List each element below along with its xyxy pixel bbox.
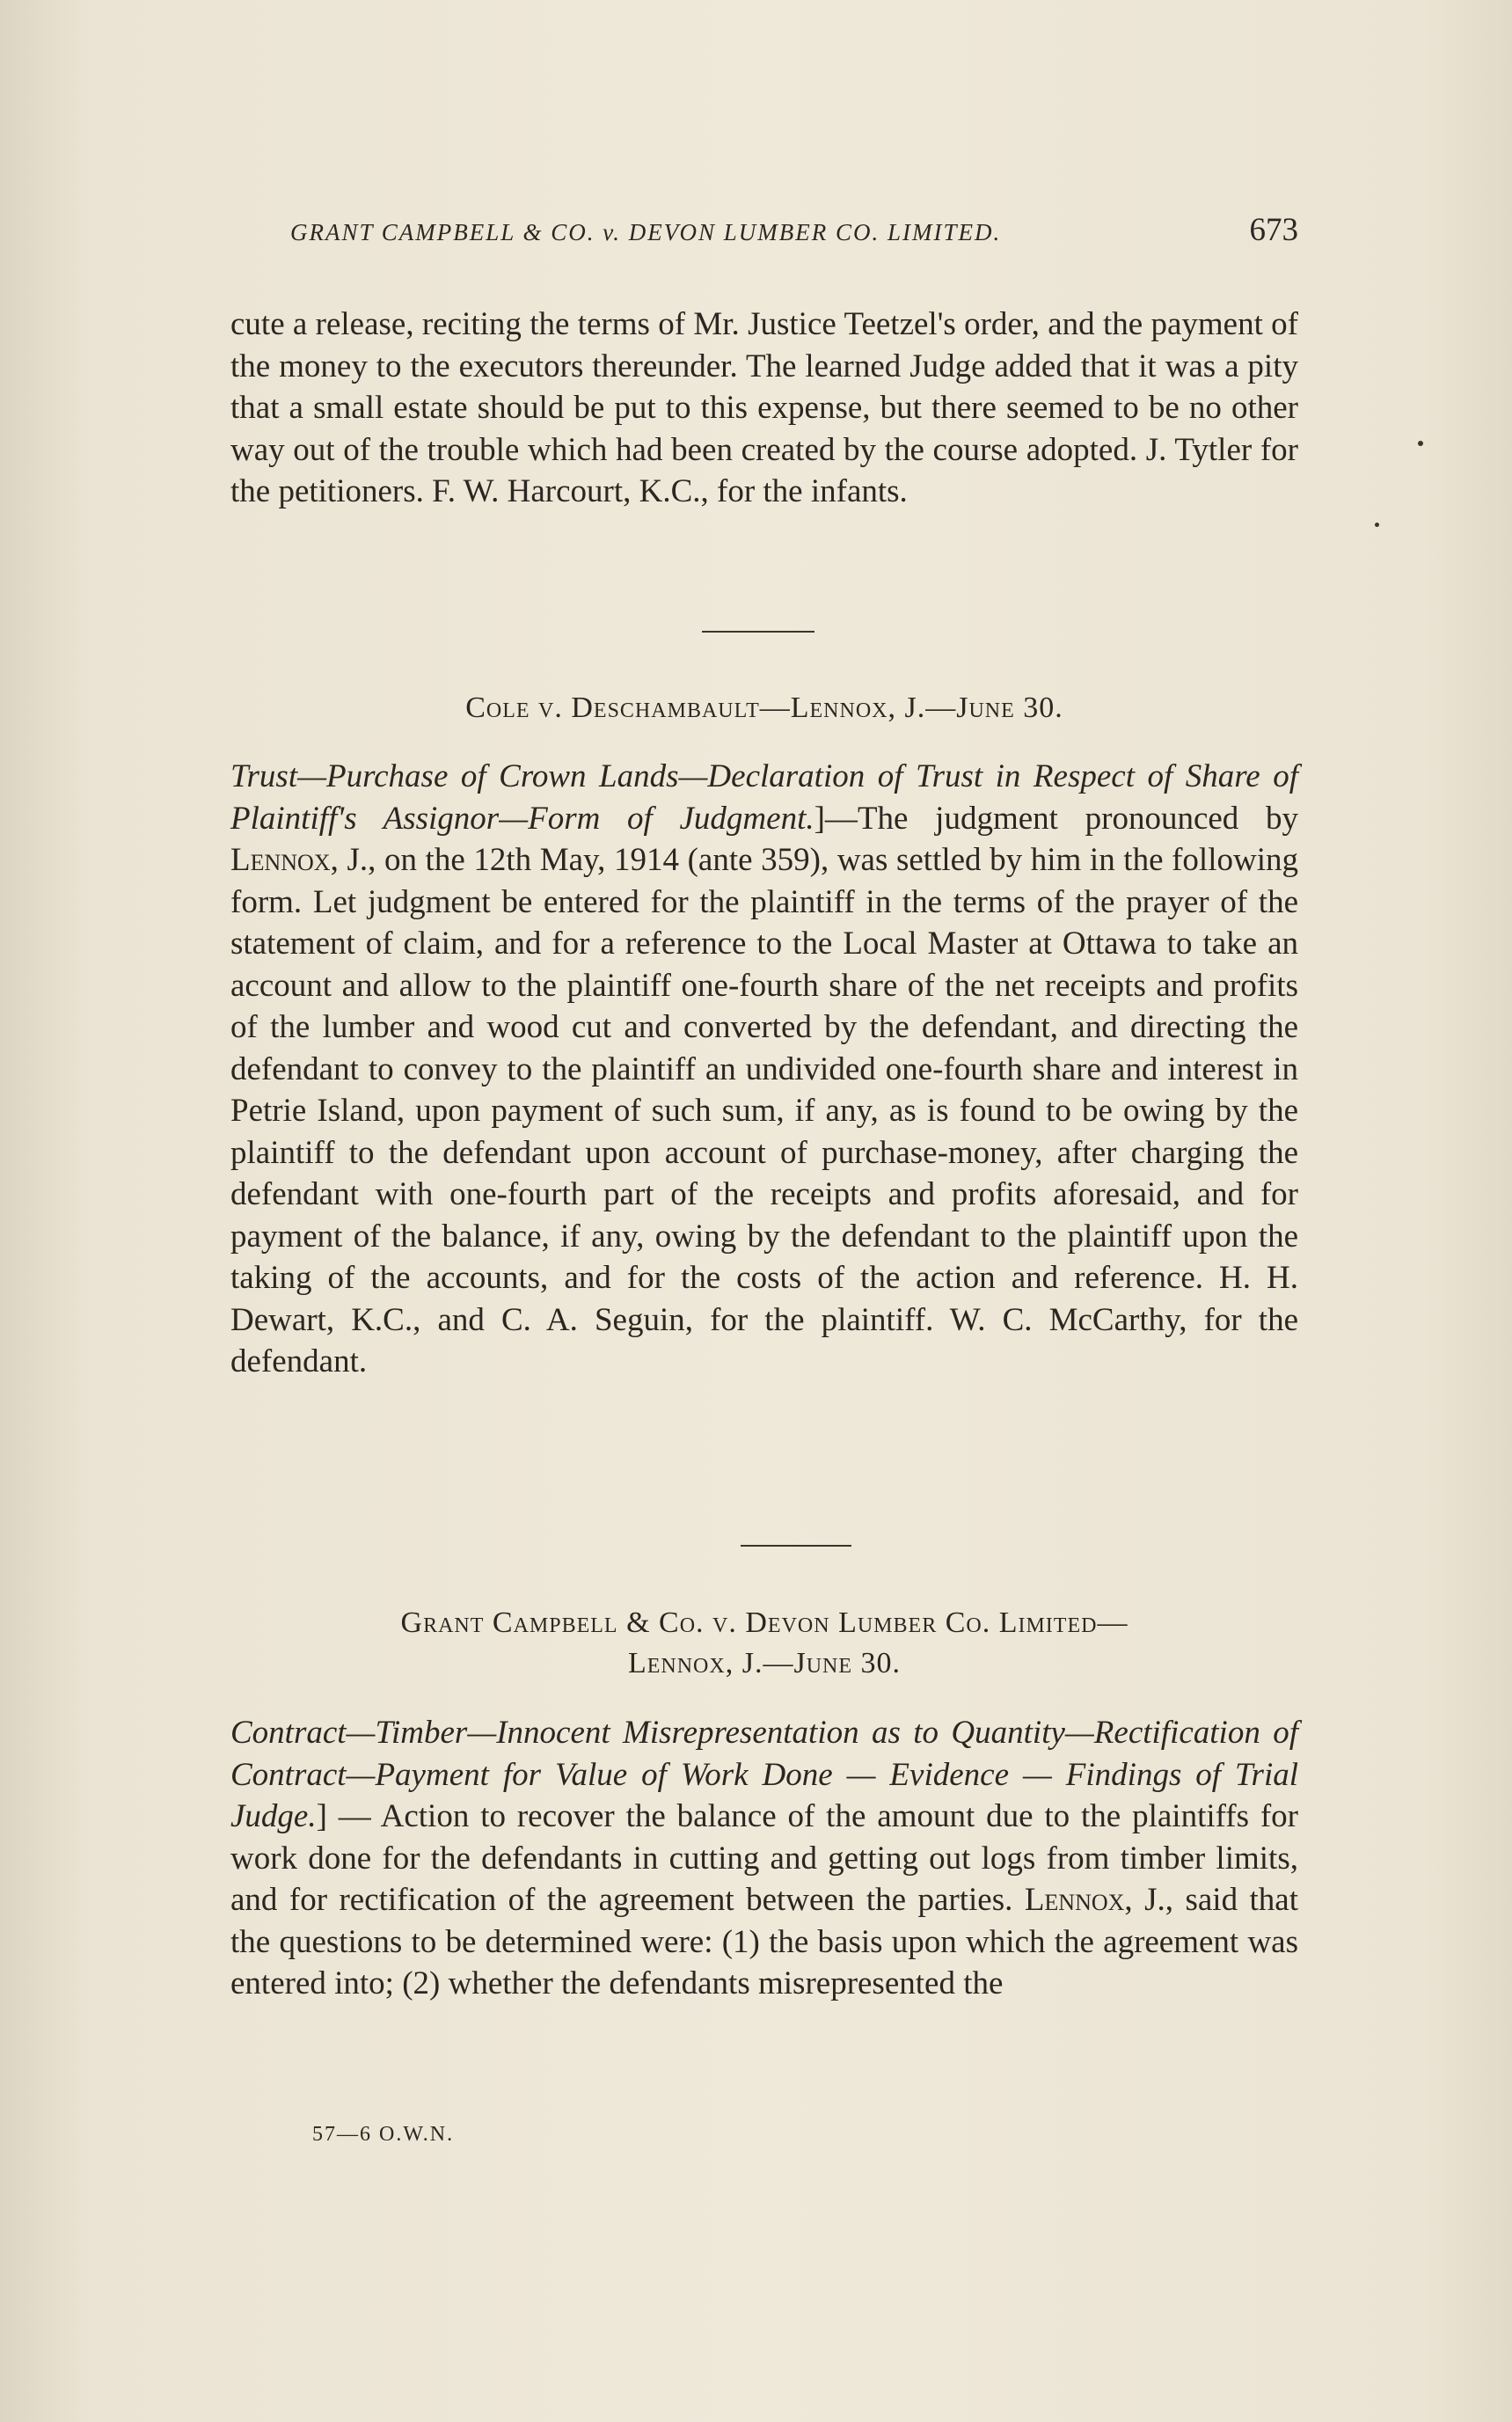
- headnote: Trust—Purchase of Crown Lands—Declaration of Trust in Respect of Share of Plaintiff's Assignor—Form of Judgment.: [230, 758, 1298, 837]
- case-title-grant-campbell-line2: Lennox, J.—June 30.: [627, 1647, 902, 1679]
- body-text: Action to recover the balance of the amount due to the plaintiffs for work done for the defendants in cutting and getting out logs from timber limits, and for rectification of the agreement between the parties.: [230, 1798, 1299, 1918]
- signature-mark: 57—6 O.W.N.: [312, 2123, 455, 2146]
- body-text: , J., said that the questions to be determined were: (1) the basis upon which the agreement was entered into; (2) whether the defendants misrepresented the: [230, 1882, 1298, 2001]
- case-title-cole-v-deschambault: Cole v. Deschambault—Lennox, J.—June 30.: [465, 691, 1063, 724]
- running-head: GRANT CAMPBELL & CO. v. DEVON LUMBER CO. LIMITED.: [290, 219, 1002, 245]
- headnote: Contract—Timber—Innocent Misrepresentation as to Quantity—Rectification of Contract—Payment for Value of Work Done — Evidence — Findings of Trial Judge.: [230, 1715, 1298, 1834]
- judge-name: Lennox: [230, 842, 331, 878]
- running-header: [230, 211, 1298, 264]
- section-divider: [702, 631, 814, 633]
- paragraph-continuation: cute a release, reciting the terms of Mr. Justice Teetzel's order, and the payment of the money to the executors thereunder. The learned Judge added that it was a pity that a small estate should be put to this expense, but there seemed to be no other way out of the trouble which had been created by the course adopted. J. Tytler for the petitioners. F. W. Harcourt, K.C., for the infants.: [230, 306, 1298, 509]
- judge-name: Lennox: [1024, 1882, 1125, 1918]
- page-number: 673: [1249, 212, 1298, 248]
- ink-speck: [1418, 441, 1423, 446]
- ink-speck: [1375, 523, 1379, 527]
- section-divider: [741, 1545, 851, 1547]
- body-text: , J., on the 12th May, 1914 (ante 359), was settled by him in the following form. Let judgment be entered for the plaintiff in the terms of the prayer of the statement of claim, and for a reference to the Local Master at Ottawa to take an account and allow to the plaintiff one-fourth share of the net receipts and profits of the lumber and wood cut and converted by the defendant, and directing the defendant to convey to the plaintiff an undivided one-fourth share and interest in Petrie Island, upon payment of such sum, if any, as is found to be owing by the plaintiff to the defendant upon account of purchase-money, after charging the defendant with one-fourth part of the receipts and profits aforesaid, and for payment of the balance, if any, owing by the defendant to the plaintiff upon the taking of the accounts, and for the costs of the action and reference. H. H. Dewart, K.C., and C. A. Seguin, for the plaintiff. W. C. McCarthy, for the defendant.: [230, 842, 1298, 1379]
- headnote-bracket: ]—: [814, 800, 858, 837]
- case-body-grant-campbell: [230, 1712, 1298, 2005]
- case-body-cole-v-deschambault: [230, 756, 1298, 1383]
- case-title-grant-campbell-line1: Grant Campbell & Co. v. Devon Lumber Co. Limited—: [400, 1606, 1129, 1639]
- headnote-bracket: ] —: [316, 1798, 381, 1834]
- body-text: The judgment pronounced by: [857, 800, 1298, 837]
